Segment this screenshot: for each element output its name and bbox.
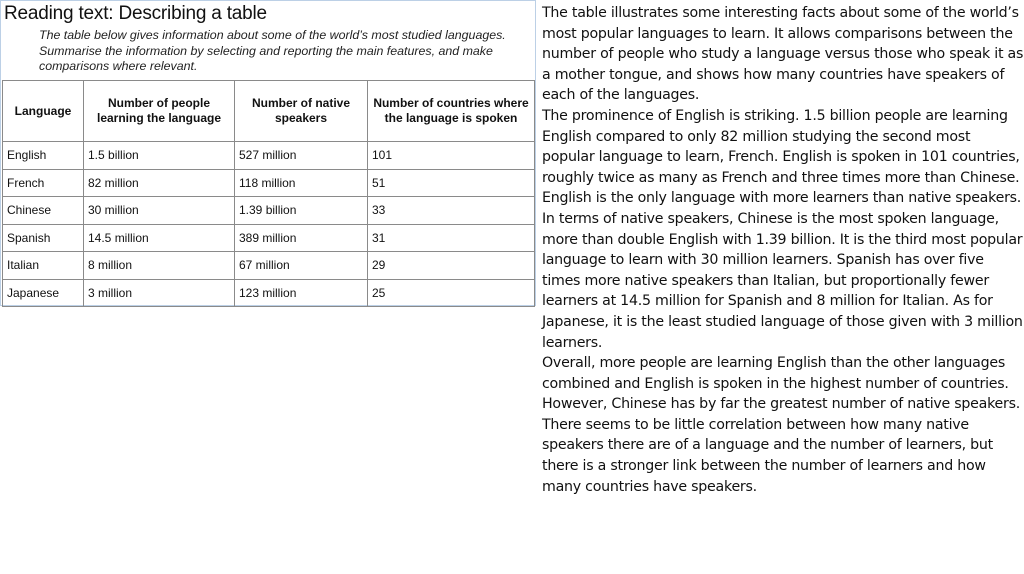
- cell-learners: 1.5 billion: [84, 142, 235, 170]
- paragraph-overall: Overall, more people are learning English than the other languages combined and English is spoken in the highest number of countries. However, Chinese has by far the greatest number of native speakers. There seems to be little correlation between how many native speakers there are of a language and the number of learners, but there is a stronger link between the number of learners and how many countries have speakers.: [542, 355, 1021, 495]
- cell-countries: 51: [368, 169, 535, 197]
- cell-countries: 31: [368, 224, 535, 252]
- model-answer-text: [542, 3, 1024, 497]
- languages-table: [2, 80, 535, 307]
- cell-learners: 30 million: [84, 197, 235, 225]
- cell-learners: 82 million: [84, 169, 235, 197]
- cell-language: French: [3, 169, 84, 197]
- table-row: [3, 224, 535, 252]
- table-row: [3, 252, 535, 280]
- cell-language: Chinese: [3, 197, 84, 225]
- reading-panel: [0, 0, 536, 306]
- cell-native-speakers: 123 million: [235, 279, 368, 307]
- cell-native-speakers: 389 million: [235, 224, 368, 252]
- task-instructions: The table below gives information about some of the world’s most studied languages. Summarise the information by selecting and reporting the main features, and make comparisons where relevant.: [39, 28, 506, 73]
- cell-countries: 33: [368, 197, 535, 225]
- cell-countries: 101: [368, 142, 535, 170]
- table-header-row: [3, 81, 535, 142]
- cell-learners: 8 million: [84, 252, 235, 280]
- paragraph-introduction: The table illustrates some interesting facts about some of the world’s most popular languages to learn. It allows comparisons between the number of people who study a language versus those who speak it as a mother tongue, and shows how many countries have speakers of each of the languages.: [542, 5, 1024, 104]
- column-header-learners: Number of people learning the language: [84, 81, 235, 142]
- table-row: [3, 142, 535, 170]
- column-header-native-speakers: Number of native speakers: [235, 81, 368, 142]
- cell-language: Spanish: [3, 224, 84, 252]
- table-row: [3, 169, 535, 197]
- cell-countries: 25: [368, 279, 535, 307]
- paragraph-english: The prominence of English is striking. 1.5 billion people are learning English compared to only 82 million studying the second most popular language to learn, French. English is spoken in 101 countries, roughly twice as many as French and three times more than Chinese. English is the only language with more learners than native speakers.: [542, 107, 1022, 207]
- column-header-countries: Number of countries where the language is spoken: [368, 81, 535, 142]
- table-row: [3, 197, 535, 225]
- paragraph-native-speakers: In terms of native speakers, Chinese is the most spoken language, more than double English with 1.39 billion. It is the third most popular language to learn with 30 million learners. Spanish has over five times more native speakers than Italian, but proportionally fewer learners at 14.5 million for Spanish and 8 million for Italian. As for Japanese, it is the least studied language of those given with 3 million learners.: [542, 210, 1023, 351]
- table-row: [3, 279, 535, 307]
- cell-native-speakers: 67 million: [235, 252, 368, 280]
- column-header-language: Language: [3, 81, 84, 142]
- cell-language: Japanese: [3, 279, 84, 307]
- cell-learners: 3 million: [84, 279, 235, 307]
- cell-language: English: [3, 142, 84, 170]
- page-title: Reading text: Describing a table: [4, 3, 267, 24]
- cell-native-speakers: 527 million: [235, 142, 368, 170]
- cell-countries: 29: [368, 252, 535, 280]
- cell-learners: 14.5 million: [84, 224, 235, 252]
- cell-native-speakers: 118 million: [235, 169, 368, 197]
- cell-language: Italian: [3, 252, 84, 280]
- cell-native-speakers: 1.39 billion: [235, 197, 368, 225]
